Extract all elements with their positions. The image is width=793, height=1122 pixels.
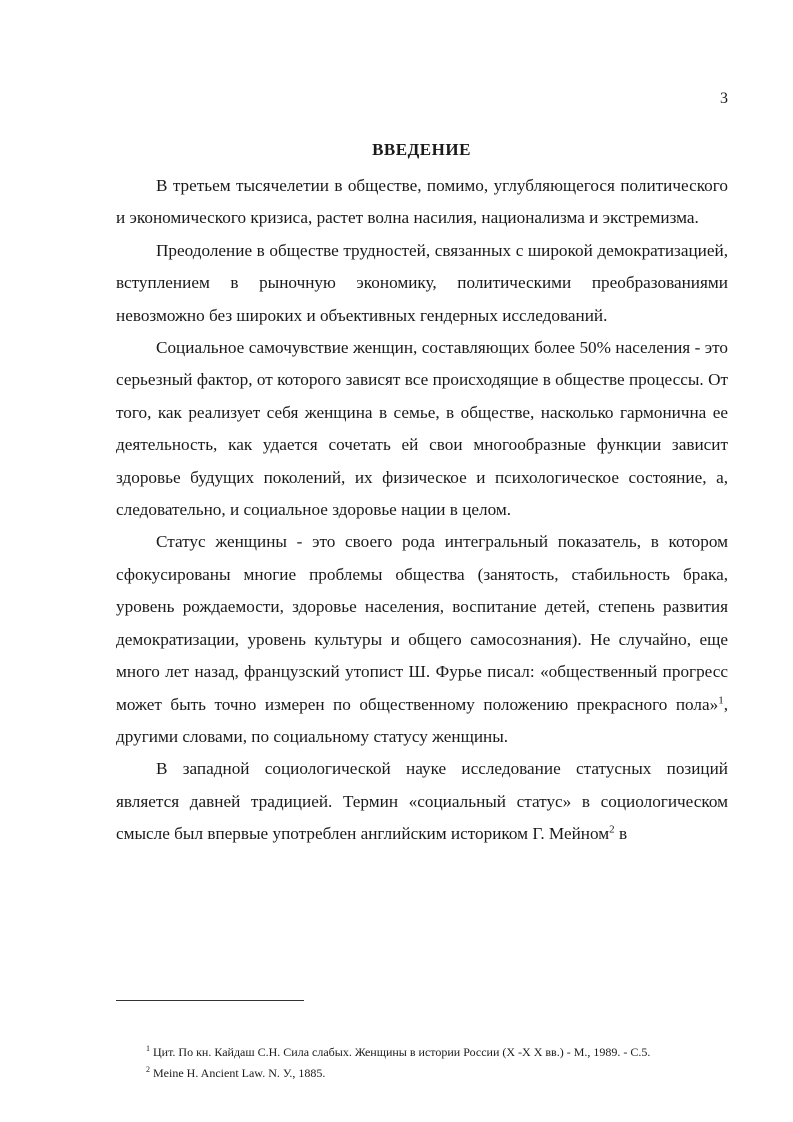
page-title: ВВЕДЕНИЕ [372,140,471,159]
footnotes [146,1040,650,1082]
footnote-ref-1: 1 [718,693,724,706]
footnote-2-number: 2 [146,1065,150,1074]
paragraph-5-text-b: в [614,824,628,844]
paragraph-4-text-a: Статус женщины - это своего рода интегральный показатель, в котором сфокусированы многие проблемы общества (занятость, стабильность брака, уровень рождаемости, здоровье населения, воспитание детей, степень развития демократизации, уровень культуры и общего самосознания). Не случайно, еще много лет назад, французский утопист Ш. Фурье писал: «общественный прогресс может быть точно измерен по общественному положению прекрасного пола» [116,532,728,714]
paragraph-3: Социальное самочувствие женщин, составляющих более 50% населения - это серьезный фактор, от которого зависят все происходящие в обществе процессы. От того, как реализует себя женщина в семье, в обществе, насколько гармонична ее деятельность, как удается сочетать ей свои многообразные функции зависит здоровье будущих поколений, их физическое и психологическое состояние, а, следовательно, и социальное здоровье нации в целом. [116,338,728,520]
paragraph-4-text-b: , другими словами, по социальному статусу женщины. [116,694,728,746]
footnote-1 [146,1040,650,1061]
paragraph-2: Преодоление в обществе трудностей, связанных с широкой демократизацией, вступлением в рыночную экономику, политическими преобразованиями невозможно без широких и объективных гендерных исследований. [116,240,728,325]
paragraph-5 [116,753,728,850]
page-number: 3 [720,90,728,107]
body-text [116,170,728,851]
footnote-divider [116,1000,304,1001]
footnote-1-number: 1 [146,1044,150,1053]
footnote-1-text: Цит. По кн. Кайдаш С.Н. Сила слабых. Женщины в истории России (X -X X вв.) - М., 1989. - С.5. [153,1045,651,1059]
footnote-ref-2: 2 [609,823,615,836]
footnote-2-text: Meine H. Ancient Law. N. У., 1885. [153,1066,326,1080]
footnote-2 [146,1061,650,1082]
paragraph-5-text-a: В западной социологической науке исследование статусных позиций является давней традицией. Термин «социальный статус» в социологическом смысле был впервые употреблен английским историком Г. Мейном [116,759,728,844]
paragraph-1: В третьем тысячелетии в обществе, помимо, углубляющегося политического и экономического кризиса, растет волна насилия, национализма и экстремизма. [116,176,728,228]
paragraph-4 [116,526,728,753]
